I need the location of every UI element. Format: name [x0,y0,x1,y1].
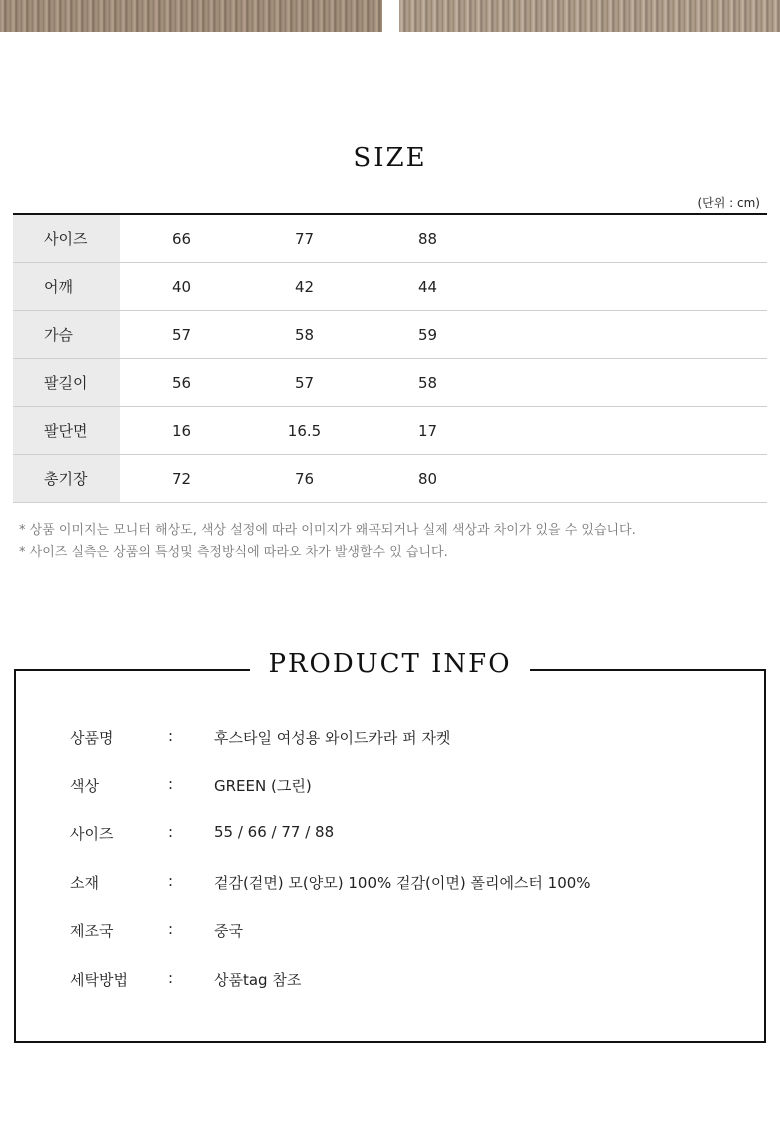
info-label: 세탁방법 [70,971,128,989]
table-cell: 42 [243,263,366,311]
info-label: 소재 [70,874,99,892]
size-notes [19,520,636,564]
product-info-title: PRODUCT INFO [250,649,529,679]
row-header: 팔단면 [13,407,120,455]
row-header: 사이즈 [13,214,120,263]
table-cell: 59 [366,311,489,359]
product-photo-strip [0,0,780,32]
row-header: 어깨 [13,263,120,311]
info-value: GREEN (그린) [214,777,312,795]
info-value: 겉감(겉면) 모(양모) 100% 겉감(이면) 폴리에스터 100% [214,874,591,892]
info-colon: : [168,775,174,793]
table-cell: 77 [243,214,366,263]
info-value: 상품tag 참조 [214,971,302,989]
table-cell-empty [489,455,767,503]
table-cell: 17 [366,407,489,455]
info-label: 사이즈 [70,825,114,843]
size-table [13,213,767,503]
table-cell-empty [489,214,767,263]
table-cell: 76 [243,455,366,503]
table-cell: 57 [243,359,366,407]
row-header: 가슴 [13,311,120,359]
row-header: 총기장 [13,455,120,503]
info-value: 중국 [214,922,243,940]
table-row [13,359,767,407]
table-cell: 40 [120,263,243,311]
info-colon: : [168,823,174,841]
size-unit-label: (단위 : cm) [697,196,760,210]
info-label: 제조국 [70,922,114,940]
product-photo-right [399,0,780,32]
note-line: * 사이즈 실측은 상품의 특성및 측정방식에 따라오 차가 발생할수 있 습니다. [19,545,448,560]
note-line: * 상품 이미지는 모니터 해상도, 색상 설정에 따라 이미지가 왜곡되거나 실제 색상과 차이가 있을 수 있습니다. [19,523,636,538]
table-cell: 66 [120,214,243,263]
table-row [13,263,767,311]
size-section-title: SIZE [353,143,427,173]
info-value: 후스타일 여성용 와이드카라 퍼 자켓 [214,729,451,747]
table-cell-empty [489,407,767,455]
info-colon: : [168,872,174,890]
info-value: 55 / 66 / 77 / 88 [214,823,335,841]
table-cell: 56 [120,359,243,407]
row-header: 팔길이 [13,359,120,407]
table-row [13,311,767,359]
info-colon: : [168,727,174,745]
table-cell-empty [489,311,767,359]
product-photo-left [0,0,382,32]
info-colon: : [168,920,174,938]
product-info-title-wrap [0,649,780,679]
table-cell: 80 [366,455,489,503]
info-label: 색상 [70,777,99,795]
table-cell-empty [489,359,767,407]
info-label: 상품명 [70,729,114,747]
table-row [13,455,767,503]
table-row [13,407,767,455]
table-cell: 88 [366,214,489,263]
table-cell: 58 [243,311,366,359]
table-cell: 72 [120,455,243,503]
table-cell: 58 [366,359,489,407]
table-cell: 16 [120,407,243,455]
table-row [13,214,767,263]
info-colon: : [168,969,174,987]
table-cell: 44 [366,263,489,311]
table-cell: 16.5 [243,407,366,455]
table-cell-empty [489,263,767,311]
table-cell: 57 [120,311,243,359]
